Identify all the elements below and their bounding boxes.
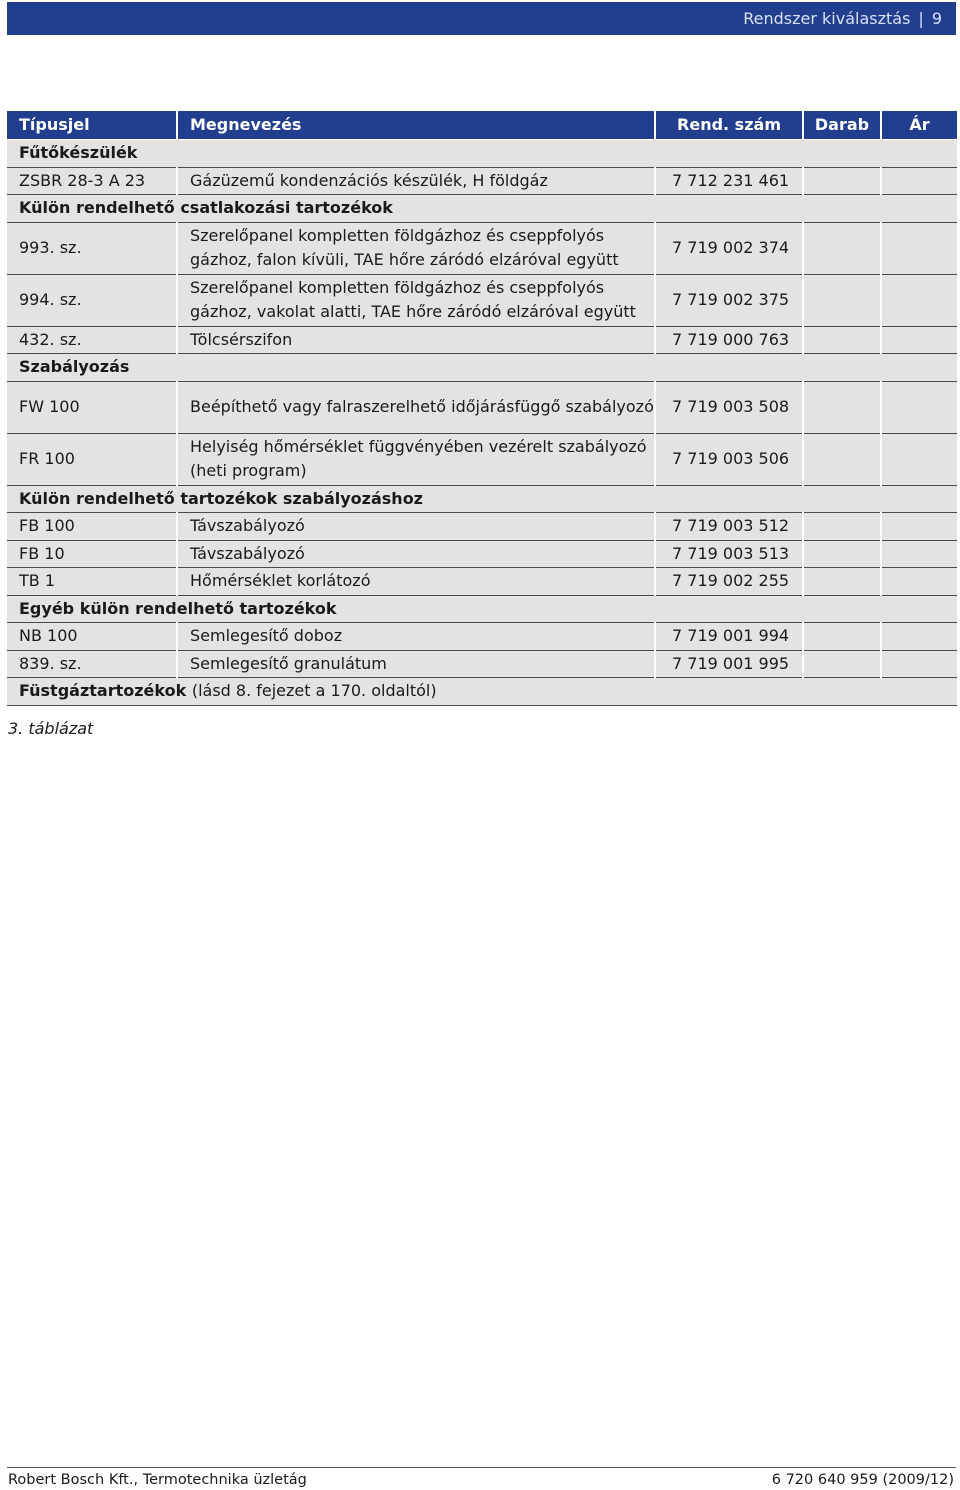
type-code: 993. sz. xyxy=(7,222,177,274)
product-table xyxy=(7,111,957,706)
price-cell xyxy=(881,274,957,326)
page-header xyxy=(7,2,956,35)
quantity-cell xyxy=(803,274,881,326)
section-title: Külön rendelhető tartozékok szabályozáshoz xyxy=(7,485,957,513)
section-row xyxy=(7,678,957,706)
header-separator: | xyxy=(918,9,924,28)
section-title: Szabályozás xyxy=(7,354,957,382)
type-code: NB 100 xyxy=(7,623,177,651)
order-number: 7 712 231 461 xyxy=(655,167,803,195)
quantity-cell xyxy=(803,433,881,485)
type-code: 839. sz. xyxy=(7,650,177,678)
quantity-cell xyxy=(803,568,881,596)
column-header-price: Ár xyxy=(881,111,957,140)
type-code: FB 10 xyxy=(7,540,177,568)
price-cell xyxy=(881,623,957,651)
type-code: 432. sz. xyxy=(7,326,177,354)
order-number: 7 719 000 763 xyxy=(655,326,803,354)
quantity-cell xyxy=(803,381,881,433)
table-row xyxy=(7,274,957,326)
item-name: Távszabályozó xyxy=(177,513,655,541)
table-row xyxy=(7,568,957,596)
section-title: Rendszer kiválasztás xyxy=(743,9,911,28)
section-title: Egyéb külön rendelhető tartozékok xyxy=(7,595,957,623)
order-number: 7 719 002 375 xyxy=(655,274,803,326)
item-name: Hőmérséklet korlátozó xyxy=(177,568,655,596)
section-row xyxy=(7,485,957,513)
table-row xyxy=(7,650,957,678)
price-cell xyxy=(881,381,957,433)
price-cell xyxy=(881,433,957,485)
table-row xyxy=(7,222,957,274)
table-row xyxy=(7,433,957,485)
order-number: 7 719 001 994 xyxy=(655,623,803,651)
order-number: 7 719 001 995 xyxy=(655,650,803,678)
type-code: TB 1 xyxy=(7,568,177,596)
quantity-cell xyxy=(803,650,881,678)
price-cell xyxy=(881,222,957,274)
item-name: Gázüzemű kondenzációs készülék, H földgáz xyxy=(177,167,655,195)
section-title-text: Füstgáztartozékok xyxy=(19,681,187,700)
price-cell xyxy=(881,650,957,678)
order-number: 7 719 003 508 xyxy=(655,381,803,433)
order-number: 7 719 002 374 xyxy=(655,222,803,274)
table-row xyxy=(7,540,957,568)
table-row xyxy=(7,326,957,354)
quantity-cell xyxy=(803,326,881,354)
price-cell xyxy=(881,540,957,568)
item-name: Szerelőpanel kompletten földgázhoz és cseppfolyós gázhoz, vakolat alatti, TAE hőre záródó elzáróval együtt xyxy=(177,274,655,326)
table-row xyxy=(7,513,957,541)
item-name: Semlegesítő granulátum xyxy=(177,650,655,678)
section-row xyxy=(7,354,957,382)
price-cell xyxy=(881,167,957,195)
section-row xyxy=(7,195,957,223)
type-code: FB 100 xyxy=(7,513,177,541)
order-number: 7 719 003 512 xyxy=(655,513,803,541)
type-code: FW 100 xyxy=(7,381,177,433)
section-note: (lásd 8. fejezet a 170. oldaltól) xyxy=(191,681,437,700)
quantity-cell xyxy=(803,222,881,274)
section-row xyxy=(7,140,957,168)
item-name: Helyiség hőmérséklet függvényében vezérelt szabályozó (heti program) xyxy=(177,433,655,485)
order-number: 7 719 003 513 xyxy=(655,540,803,568)
item-name: Beépíthető vagy falraszerelhető időjárásfüggő szabályozó xyxy=(177,381,655,433)
table-row xyxy=(7,381,957,433)
item-name: Szerelőpanel kompletten földgázhoz és cseppfolyós gázhoz, falon kívüli, TAE hőre záródó elzáróval együtt xyxy=(177,222,655,274)
page-number: 9 xyxy=(931,9,942,28)
quantity-cell xyxy=(803,540,881,568)
type-code: ZSBR 28-3 A 23 xyxy=(7,167,177,195)
quantity-cell xyxy=(803,623,881,651)
table-caption: 3. táblázat xyxy=(8,719,94,738)
section-title: Külön rendelhető csatlakozási tartozékok xyxy=(7,195,957,223)
type-code: FR 100 xyxy=(7,433,177,485)
column-header-order-number: Rend. szám xyxy=(655,111,803,140)
section-title: Fűtőkészülék xyxy=(7,140,957,168)
footer-company: Robert Bosch Kft., Termotechnika üzletág xyxy=(8,1472,307,1488)
footer-divider xyxy=(7,1467,956,1468)
item-name: Távszabályozó xyxy=(177,540,655,568)
price-cell xyxy=(881,326,957,354)
item-name: Semlegesítő doboz xyxy=(177,623,655,651)
table-header-row xyxy=(7,111,957,140)
order-number: 7 719 003 506 xyxy=(655,433,803,485)
quantity-cell xyxy=(803,167,881,195)
table-row xyxy=(7,167,957,195)
table-row xyxy=(7,623,957,651)
column-header-name: Megnevezés xyxy=(177,111,655,140)
column-header-type: Típusjel xyxy=(7,111,177,140)
order-number: 7 719 002 255 xyxy=(655,568,803,596)
price-cell xyxy=(881,568,957,596)
type-code: 994. sz. xyxy=(7,274,177,326)
price-cell xyxy=(881,513,957,541)
item-name: Tölcsérszifon xyxy=(177,326,655,354)
column-header-quantity: Darab xyxy=(803,111,881,140)
section-row xyxy=(7,595,957,623)
quantity-cell xyxy=(803,513,881,541)
section-title xyxy=(7,678,957,706)
footer-document-number: 6 720 640 959 (2009/12) xyxy=(771,1472,954,1488)
